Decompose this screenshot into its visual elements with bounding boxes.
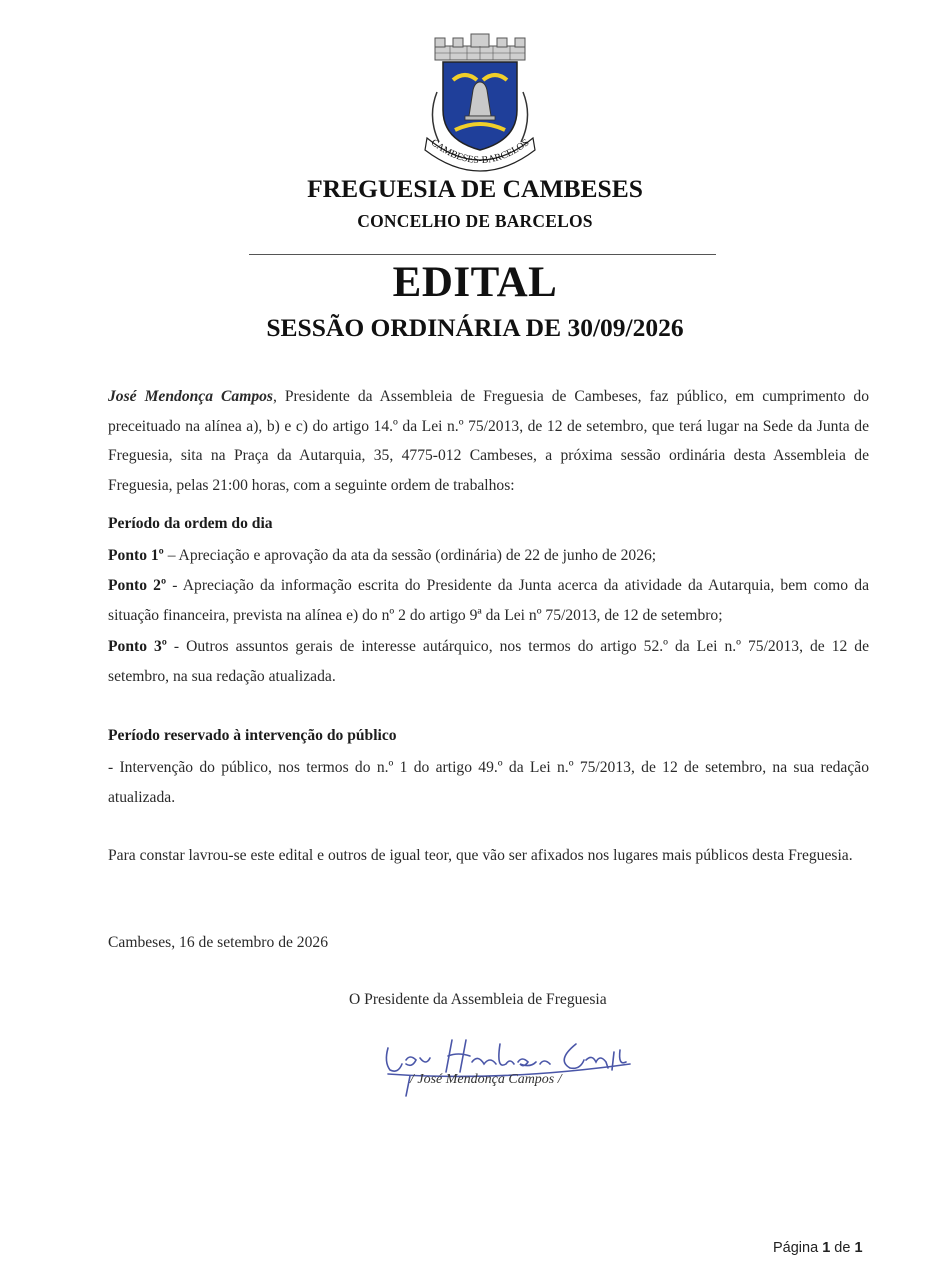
date-line: Cambeses, 16 de setembro de 2026 — [108, 934, 328, 951]
coat-of-arms-logo — [415, 32, 545, 172]
intro-text: , Presidente da Assembleia de Freguesia de Cambeses, faz público, em cumprimento do preceituado na alínea a), b) e c) do artigo 14.º da Lei n.º 75/2013, de 12 de setembro, que terá lugar na Sede da Junta de Freguesia, sita na Praça da Autarquia, 35, 4775-012 Cambeses, a próxima sessão ordinária desta Assembleia de Freguesia, pelas 21:00 horas, com a seguinte ordem de trabalhos: — [108, 388, 869, 494]
parish-title: FREGUESIA DE CAMBESES — [307, 174, 643, 203]
public-paragraph: - Intervenção do público, nos termos do n.º 1 do artigo 49.º da Lei n.º 75/2013, de 12 de setembro, na sua redação atualizada. — [108, 759, 869, 806]
closing-paragraph: Para constar lavrou-se este edital e outros de igual teor, que vão ser afixados nos lugares mais públicos desta Freguesia. — [108, 847, 853, 864]
agenda-item-text: – Apreciação e aprovação da ata da sessão (ordinária) de 22 de junho de 2026; — [163, 547, 657, 564]
header-divider — [249, 254, 716, 255]
page-number: Página 1 de 1 — [773, 1240, 863, 1256]
svg-text:CAMBESES-BARCELOS: CAMBESES-BARCELOS — [428, 137, 532, 167]
agenda-item-label: Ponto 1º — [108, 547, 164, 564]
agenda-item — [108, 632, 869, 691]
agenda-item — [108, 571, 869, 630]
municipality-subtitle: CONCELHO DE BARCELOS — [357, 211, 593, 231]
president-name: José Mendonça Campos — [108, 388, 273, 405]
intro-paragraph — [108, 382, 869, 500]
session-title: SESSÃO ORDINÁRIA DE 30/09/2026 — [266, 313, 684, 342]
public-heading: Período reservado à intervenção do público — [108, 727, 397, 744]
handwritten-signature — [380, 1030, 650, 1100]
signatory-role: O Presidente da Assembleia de Freguesia — [349, 991, 607, 1008]
agenda-heading: Período da ordem do dia — [108, 515, 273, 532]
agenda-item-label: Ponto 2º — [108, 577, 167, 594]
signatory-printed-name: / José Mendonça Campos / — [410, 1072, 562, 1087]
agenda-item-text: - Apreciação da informação escrita do Presidente da Junta acerca da atividade da Autarquia, bem como da situação financeira, prevista na alínea e) do nº 2 do artigo 9ª da Lei nº 75/2013, de 12 de setembro; — [108, 577, 869, 624]
document-type-title: EDITAL — [392, 259, 558, 306]
agenda-item — [108, 541, 869, 571]
agenda-item-text: - Outros assuntos gerais de interesse autárquico, nos termos do artigo 52.º da Lei n.º 75/2013, de 12 de setembro, na sua redação atualizada. — [108, 638, 870, 685]
agenda-item-label: Ponto 3º — [108, 638, 167, 655]
